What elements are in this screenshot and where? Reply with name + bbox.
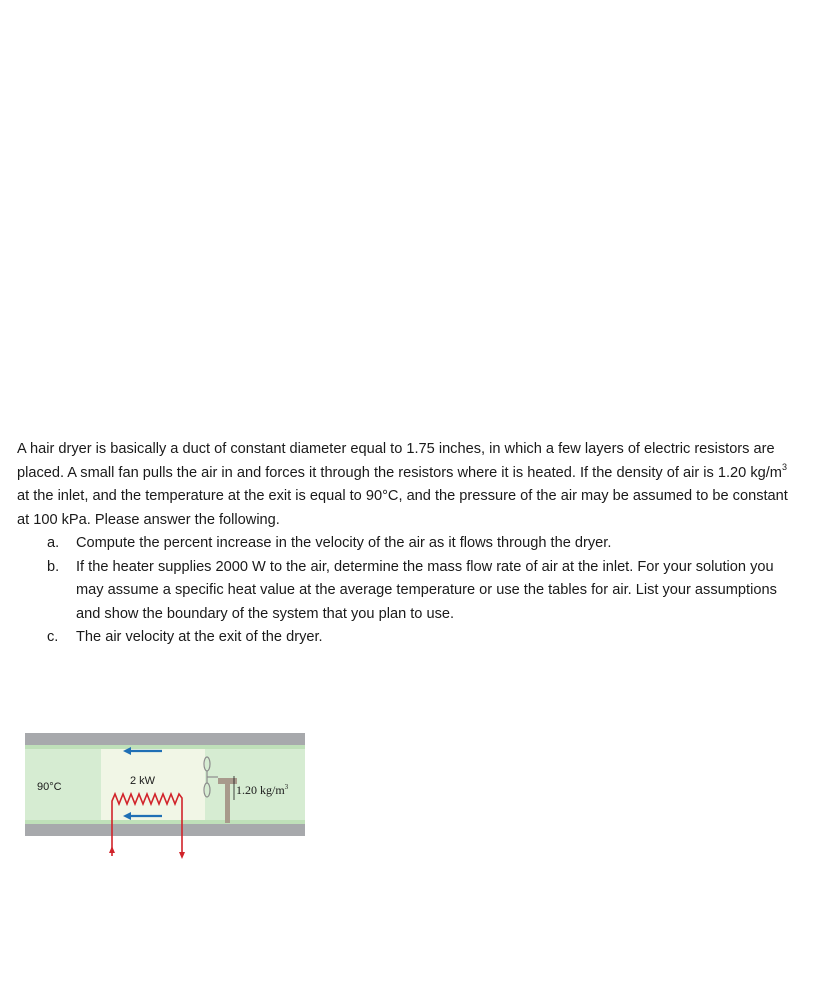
part-marker: b. xyxy=(47,558,60,575)
problem-statement xyxy=(17,438,797,650)
part-text: Compute the percent increase in the velocity of the air as it flows through the dryer. xyxy=(76,535,612,551)
intro-text-pre: A hair dryer is basically a duct of constant diameter equal to 1.75 inches, in which a few layers of electric resistors are placed. A small fan pulls the air in and forces it through the resistors where it is heated. If the density of air is 1.20 kg/m xyxy=(17,441,782,481)
intro-exponent: 3 xyxy=(781,461,787,472)
problem-intro xyxy=(17,438,797,532)
intro-text-post: at the inlet, and the temperature at the exit is equal to 90°C, and the pressure of the air may be assumed to be constant at 100 kPa. Please answer the following. xyxy=(17,488,788,528)
density-value: 1.20 kg/m xyxy=(236,783,285,797)
current-in-arrow xyxy=(109,846,115,853)
current-out-arrow xyxy=(179,852,185,859)
heater-power-label: 2 kW xyxy=(130,775,156,787)
duct-bottom-wall xyxy=(25,824,305,836)
air-edge-top xyxy=(25,745,305,749)
hair-dryer-diagram xyxy=(25,728,307,868)
question-parts-list xyxy=(17,532,797,650)
question-part-b xyxy=(17,556,797,627)
part-text: The air velocity at the exit of the dryer. xyxy=(76,629,323,645)
diagram-svg xyxy=(25,728,307,868)
air-edge-bottom xyxy=(25,820,305,824)
part-marker: c. xyxy=(47,629,59,645)
part-text: If the heater supplies 2000 W to the air, determine the mass flow rate of air at the inlet. For your solution you may assume a specific heat value at the average temperature or use the tables for air. List your assumptions and show the boundary of the system that you plan to use. xyxy=(76,558,777,622)
part-marker: a. xyxy=(47,535,60,551)
exit-temperature-label: 90°C xyxy=(37,781,62,793)
question-part-c xyxy=(17,626,797,650)
density-exponent: 3 xyxy=(284,783,289,791)
duct-top-wall xyxy=(25,733,305,745)
inlet-density-label xyxy=(236,783,289,797)
question-part-a xyxy=(17,532,797,556)
